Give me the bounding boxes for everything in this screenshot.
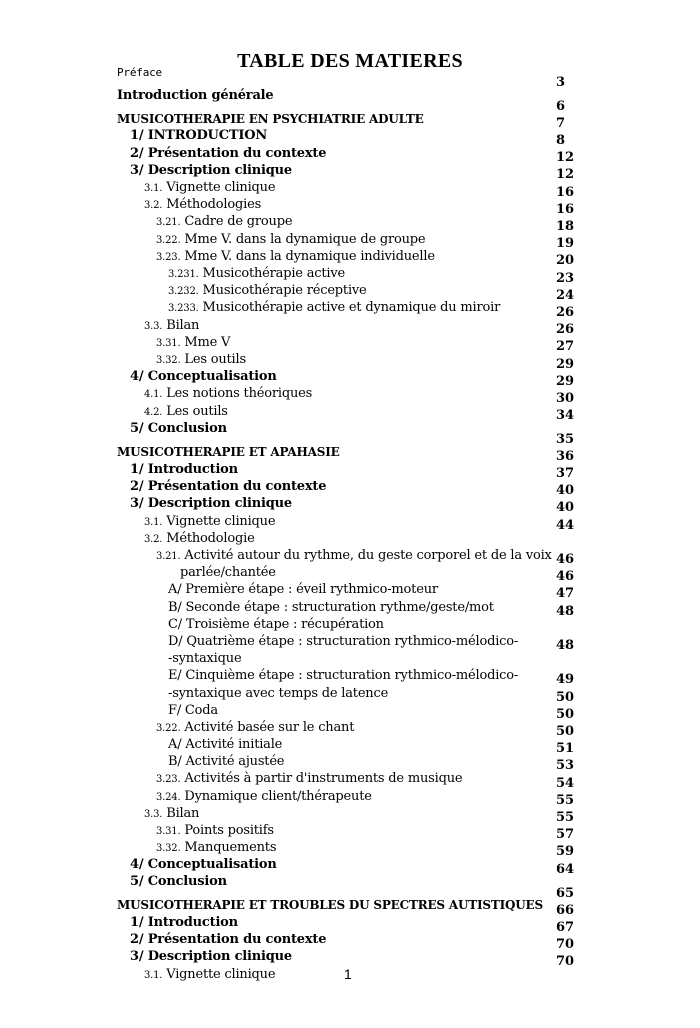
toc-entry-continuation bbox=[168, 650, 241, 667]
toc-entry bbox=[156, 248, 435, 266]
page-number: 29 bbox=[556, 374, 575, 389]
toc-section-heading bbox=[117, 111, 424, 128]
toc-entry bbox=[168, 265, 345, 283]
toc-entry-number: 4.1. bbox=[144, 389, 163, 400]
toc-section-heading bbox=[117, 897, 543, 914]
toc-entry-text: Activité basée sur le chant bbox=[184, 720, 355, 735]
toc-entry-text: 2/ Présentation du contexte bbox=[130, 932, 327, 947]
page-number: 46 bbox=[556, 552, 575, 567]
toc-entry-text: B/ Seconde étape : structuration rythme/geste/mot bbox=[168, 600, 494, 615]
toc-entry-text: 1/ Introduction bbox=[130, 462, 238, 477]
toc-entry-text: Cadre de groupe bbox=[184, 214, 293, 229]
page-number: 50 bbox=[556, 707, 575, 722]
page-number: 70 bbox=[556, 954, 575, 969]
toc-entry-text: Mme V. dans la dynamique individuelle bbox=[184, 249, 435, 264]
toc-entry-text: Mme V. dans la dynamique de groupe bbox=[184, 232, 426, 247]
toc-entry-continuation bbox=[180, 564, 276, 581]
toc-entry-text: E/ Cinquième étape : structuration rythmico-mélodico- bbox=[168, 668, 519, 683]
toc-entry-number: 3.31. bbox=[156, 826, 181, 837]
toc-entry bbox=[144, 196, 261, 214]
toc-entry-number: 3.22. bbox=[156, 235, 181, 246]
page-number: 46 bbox=[556, 569, 575, 584]
page-number: 7 bbox=[556, 116, 566, 131]
toc-entry-text: Méthodologies bbox=[166, 197, 262, 212]
toc-entry-number: 3.22. bbox=[156, 723, 181, 734]
toc-entry-text: D/ Quatrième étape : structuration rythmico-mélodico- bbox=[168, 634, 519, 649]
toc-entry bbox=[168, 299, 500, 317]
toc-entry-number: 3.31. bbox=[156, 338, 181, 349]
toc-entry-number: 3.21. bbox=[156, 551, 181, 562]
toc-entry bbox=[156, 351, 246, 369]
toc-entry-number: 3.2. bbox=[144, 200, 163, 211]
toc-entry-text: Bilan bbox=[166, 806, 200, 821]
toc-entry-text: Bilan bbox=[166, 318, 200, 333]
page-number: 59 bbox=[556, 844, 575, 859]
page-number: 48 bbox=[556, 638, 575, 653]
toc-entry-text: Points positifs bbox=[184, 823, 274, 838]
toc-entry bbox=[130, 478, 326, 495]
toc-entry bbox=[144, 179, 275, 197]
page-number: 18 bbox=[556, 219, 575, 234]
page-number: 47 bbox=[556, 586, 575, 601]
page-number: 8 bbox=[556, 133, 566, 148]
toc-entry-number: 3.1. bbox=[144, 183, 163, 194]
toc-entry bbox=[130, 931, 326, 948]
toc-entry bbox=[130, 856, 277, 873]
toc-entry-text: Musicothérapie active et dynamique du miroir bbox=[202, 300, 501, 315]
toc-entry bbox=[144, 317, 199, 335]
page-number: 30 bbox=[556, 391, 575, 406]
page-number: 40 bbox=[556, 500, 575, 515]
toc-entry bbox=[156, 770, 462, 788]
toc-entry-text: Musicothérapie active bbox=[202, 266, 345, 281]
page-number: 65 bbox=[556, 886, 575, 901]
page-number: 26 bbox=[556, 322, 575, 337]
toc-entry bbox=[156, 822, 274, 840]
toc-entry bbox=[156, 231, 425, 249]
toc-entry-text: Introduction générale bbox=[117, 88, 274, 103]
toc-entry-text: Vignette clinique bbox=[166, 514, 276, 529]
toc-entry-number: 3.23. bbox=[156, 774, 181, 785]
toc-entry bbox=[144, 513, 275, 531]
page-number: 50 bbox=[556, 724, 575, 739]
page-number: 49 bbox=[556, 672, 575, 687]
toc-entry bbox=[130, 145, 326, 162]
toc-entry bbox=[156, 213, 292, 231]
page-number: 19 bbox=[556, 236, 575, 251]
toc-entry-text: 4/ Conceptualisation bbox=[130, 857, 277, 872]
toc-entry-text: C/ Troisième étape : récupération bbox=[168, 617, 384, 632]
page-number: 44 bbox=[556, 518, 575, 533]
toc-entry-number: 4.2. bbox=[144, 407, 163, 418]
page-number: 12 bbox=[556, 167, 575, 182]
toc-entry-text: -syntaxique bbox=[168, 651, 242, 666]
page-number: 23 bbox=[556, 271, 575, 286]
toc-entry-number: 3.232. bbox=[168, 286, 199, 297]
toc-entry bbox=[130, 461, 238, 478]
page-number: 53 bbox=[556, 758, 575, 773]
toc-entry-text: Vignette clinique bbox=[166, 967, 276, 982]
toc-entry-number: 3.32. bbox=[156, 355, 181, 366]
toc-entry-continuation bbox=[168, 685, 388, 702]
toc-entry bbox=[168, 667, 518, 684]
toc-entry bbox=[130, 368, 277, 385]
toc-entry bbox=[168, 599, 494, 616]
footer-page-number: 1 bbox=[344, 966, 352, 982]
toc-entry-text: Les outils bbox=[184, 352, 246, 367]
toc-entry-number: 3.23. bbox=[156, 252, 181, 263]
toc-entry-text: 5/ Conclusion bbox=[130, 874, 227, 889]
toc-entry-text: parlée/chantée bbox=[180, 565, 276, 580]
toc-entry-text: Activités à partir d'instruments de musique bbox=[184, 771, 463, 786]
page-number: 6 bbox=[556, 99, 566, 114]
toc-entry bbox=[156, 788, 372, 806]
page-number: 26 bbox=[556, 305, 575, 320]
toc-entry bbox=[156, 334, 230, 352]
toc-entry-number: 3.3. bbox=[144, 809, 163, 820]
toc-section-heading bbox=[117, 444, 340, 461]
toc-entry bbox=[168, 581, 438, 598]
toc-entry-number: 3.231. bbox=[168, 269, 199, 280]
toc-entry-text: 3/ Description clinique bbox=[130, 163, 292, 178]
page-number: 3 bbox=[556, 75, 566, 90]
toc-entry-number: 3.1. bbox=[144, 517, 163, 528]
toc-entry bbox=[130, 162, 292, 179]
toc-entry bbox=[144, 966, 275, 984]
toc-entry-number: 3.2. bbox=[144, 534, 163, 545]
toc-entry-text: Manquements bbox=[184, 840, 277, 855]
toc-entry-preface bbox=[117, 64, 162, 81]
toc-entry-text: Vignette clinique bbox=[166, 180, 276, 195]
toc-entry bbox=[156, 839, 276, 857]
toc-entry-text: Dynamique client/thérapeute bbox=[184, 789, 372, 804]
toc-entry-text: 3/ Description clinique bbox=[130, 949, 292, 964]
page-number: 55 bbox=[556, 810, 575, 825]
toc-entry bbox=[168, 702, 218, 719]
page-number: 51 bbox=[556, 741, 575, 756]
toc-entry-text: 1/ INTRODUCTION bbox=[130, 128, 268, 143]
toc-entry-text: Activité autour du rythme, du geste corporel et de la voix bbox=[184, 548, 552, 563]
page-number: 35 bbox=[556, 432, 575, 447]
page-number: 29 bbox=[556, 357, 575, 372]
page-number: 70 bbox=[556, 937, 575, 952]
toc-entry-intro-generale bbox=[117, 87, 273, 104]
page-number: 54 bbox=[556, 776, 575, 791]
page-number: 48 bbox=[556, 604, 575, 619]
page-number: 12 bbox=[556, 150, 575, 165]
page-number: 24 bbox=[556, 288, 575, 303]
toc-entry-text: Préface bbox=[117, 66, 162, 79]
toc-entry-text: 2/ Présentation du contexte bbox=[130, 146, 327, 161]
page-title: TABLE DES MATIERES bbox=[237, 50, 463, 72]
toc-entry-text: 4/ Conceptualisation bbox=[130, 369, 277, 384]
toc-entry bbox=[144, 805, 199, 823]
toc-entry-text: A/ Activité initiale bbox=[168, 737, 283, 752]
page-number: 55 bbox=[556, 793, 575, 808]
page-number: 27 bbox=[556, 339, 575, 354]
page-number: 50 bbox=[556, 690, 575, 705]
toc-entry bbox=[144, 530, 255, 548]
toc-entry-text: 1/ Introduction bbox=[130, 915, 238, 930]
toc-entry bbox=[168, 633, 518, 650]
toc-entry-text: B/ Activité ajustée bbox=[168, 754, 285, 769]
page-number: 20 bbox=[556, 253, 575, 268]
toc-entry bbox=[130, 420, 227, 437]
toc-entry-number: 3.1. bbox=[144, 970, 163, 981]
toc-entry-text: -syntaxique avec temps de latence bbox=[168, 686, 389, 701]
toc-entry-text: Les notions théoriques bbox=[166, 386, 313, 401]
toc-entry-text: 5/ Conclusion bbox=[130, 421, 227, 436]
toc-entry bbox=[168, 736, 282, 753]
toc-entry bbox=[156, 719, 354, 737]
toc-entry bbox=[130, 495, 292, 512]
page-number: 67 bbox=[556, 920, 575, 935]
page-number: 40 bbox=[556, 483, 575, 498]
toc-entry bbox=[168, 753, 284, 770]
toc-entry-number: 3.21. bbox=[156, 217, 181, 228]
toc-entry bbox=[156, 547, 552, 565]
toc-entry bbox=[168, 282, 367, 300]
toc-entry bbox=[168, 616, 384, 633]
toc-entry bbox=[144, 403, 228, 421]
toc-entry-text: 2/ Présentation du contexte bbox=[130, 479, 327, 494]
toc-entry bbox=[144, 385, 312, 403]
toc-entry-text: Mme V bbox=[184, 335, 231, 350]
toc-entry-text: A/ Première étape : éveil rythmico-moteur bbox=[168, 582, 438, 597]
toc-entry-number: 3.32. bbox=[156, 843, 181, 854]
toc-entry bbox=[130, 873, 227, 890]
toc-entry-text: F/ Coda bbox=[168, 703, 218, 718]
toc-entry-text: Musicothérapie réceptive bbox=[202, 283, 367, 298]
toc-entry bbox=[130, 914, 238, 931]
toc-entry-number: 3.233. bbox=[168, 303, 199, 314]
toc-entry-text: MUSICOTHERAPIE EN PSYCHIATRIE ADULTE bbox=[117, 112, 424, 126]
toc-entry-text: MUSICOTHERAPIE ET TROUBLES DU SPECTRES AUTISTIQUES bbox=[117, 898, 543, 912]
toc-entry-text: Méthodologie bbox=[166, 531, 255, 546]
toc-entry-text: 3/ Description clinique bbox=[130, 496, 292, 511]
toc-entry bbox=[130, 948, 292, 965]
page-number: 16 bbox=[556, 185, 575, 200]
page-number: 37 bbox=[556, 466, 575, 481]
toc-entry-text: Les outils bbox=[166, 404, 228, 419]
page-number: 64 bbox=[556, 862, 575, 877]
toc-entry-number: 3.24. bbox=[156, 792, 181, 803]
page-number: 16 bbox=[556, 202, 575, 217]
page-number: 57 bbox=[556, 827, 575, 842]
page-number: 66 bbox=[556, 903, 575, 918]
toc-entry bbox=[130, 127, 267, 144]
toc-entry-text: MUSICOTHERAPIE ET APAHASIE bbox=[117, 445, 340, 459]
page-number: 36 bbox=[556, 449, 575, 464]
toc-entry-number: 3.3. bbox=[144, 321, 163, 332]
page-number: 34 bbox=[556, 408, 575, 423]
